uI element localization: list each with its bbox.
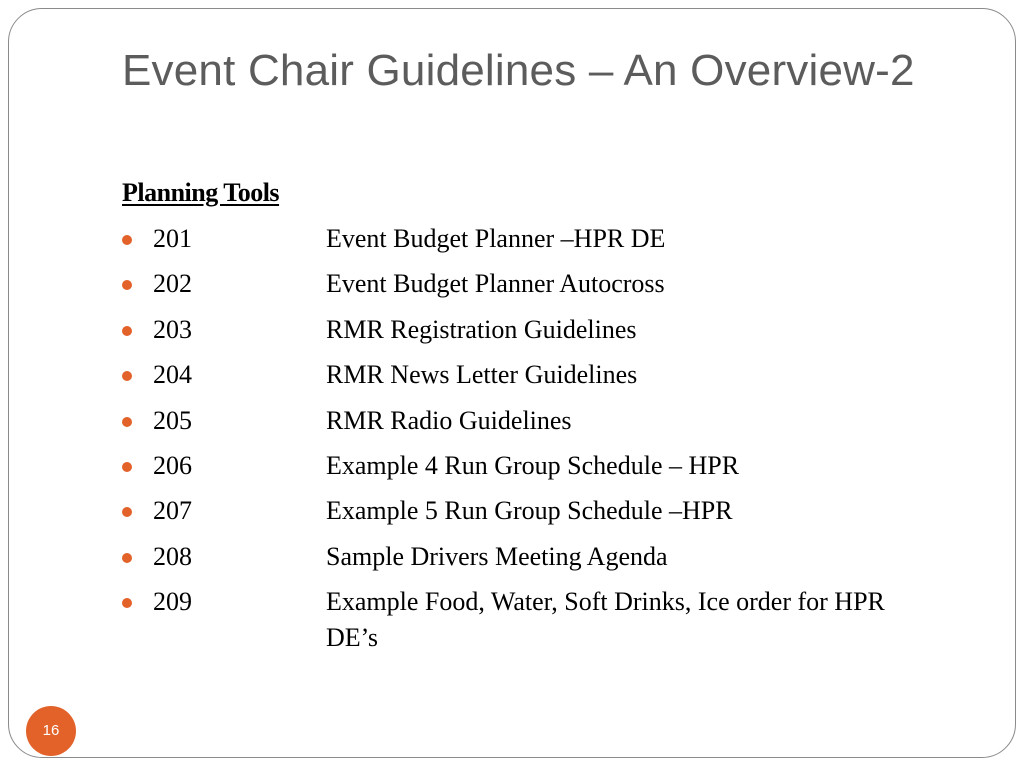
item-number: 202 [153,269,192,299]
item-number: 206 [153,450,192,480]
bullet-icon [122,371,132,381]
item-text: Event Budget Planner Autocross [326,269,665,299]
page-number-badge: 16 [26,706,76,756]
list-item [122,448,942,484]
list-item [122,403,942,439]
bullet-icon [122,462,132,472]
list-item [122,584,942,656]
item-text: RMR Radio Guidelines [326,405,572,435]
slide-title: Event Chair Guidelines – An Overview-2 [122,46,915,95]
list-item [122,266,942,302]
item-text: Example 5 Run Group Schedule –HPR [326,496,733,526]
planning-tools-list [122,221,942,666]
list-item [122,493,942,529]
item-text: Sample Drivers Meeting Agenda [326,541,668,571]
item-text: RMR Registration Guidelines [326,314,637,344]
bullet-icon [122,598,132,608]
item-number: 208 [153,541,192,571]
bullet-icon [122,507,132,517]
bullet-icon [122,235,132,245]
bullet-icon [122,417,132,427]
slide [8,8,1016,758]
item-number: 203 [153,314,192,344]
list-item [122,312,942,348]
section-heading: Planning Tools [122,178,280,207]
bullet-icon [122,280,132,290]
item-text: RMR News Letter Guidelines [326,360,638,390]
bullet-icon [122,553,132,563]
item-number: 204 [153,360,192,390]
item-text: Example Food, Water, Soft Drinks, Ice order for HPR DE’s [326,587,885,653]
bullet-icon [122,326,132,336]
list-item [122,539,942,575]
item-text: Example 4 Run Group Schedule – HPR [326,450,740,480]
item-number: 205 [153,405,192,435]
list-item [122,221,942,257]
item-number: 201 [153,224,192,253]
item-number: 209 [153,587,192,617]
list-item [122,357,942,393]
item-number: 207 [153,496,192,526]
item-text: Event Budget Planner –HPR DE [326,224,666,253]
